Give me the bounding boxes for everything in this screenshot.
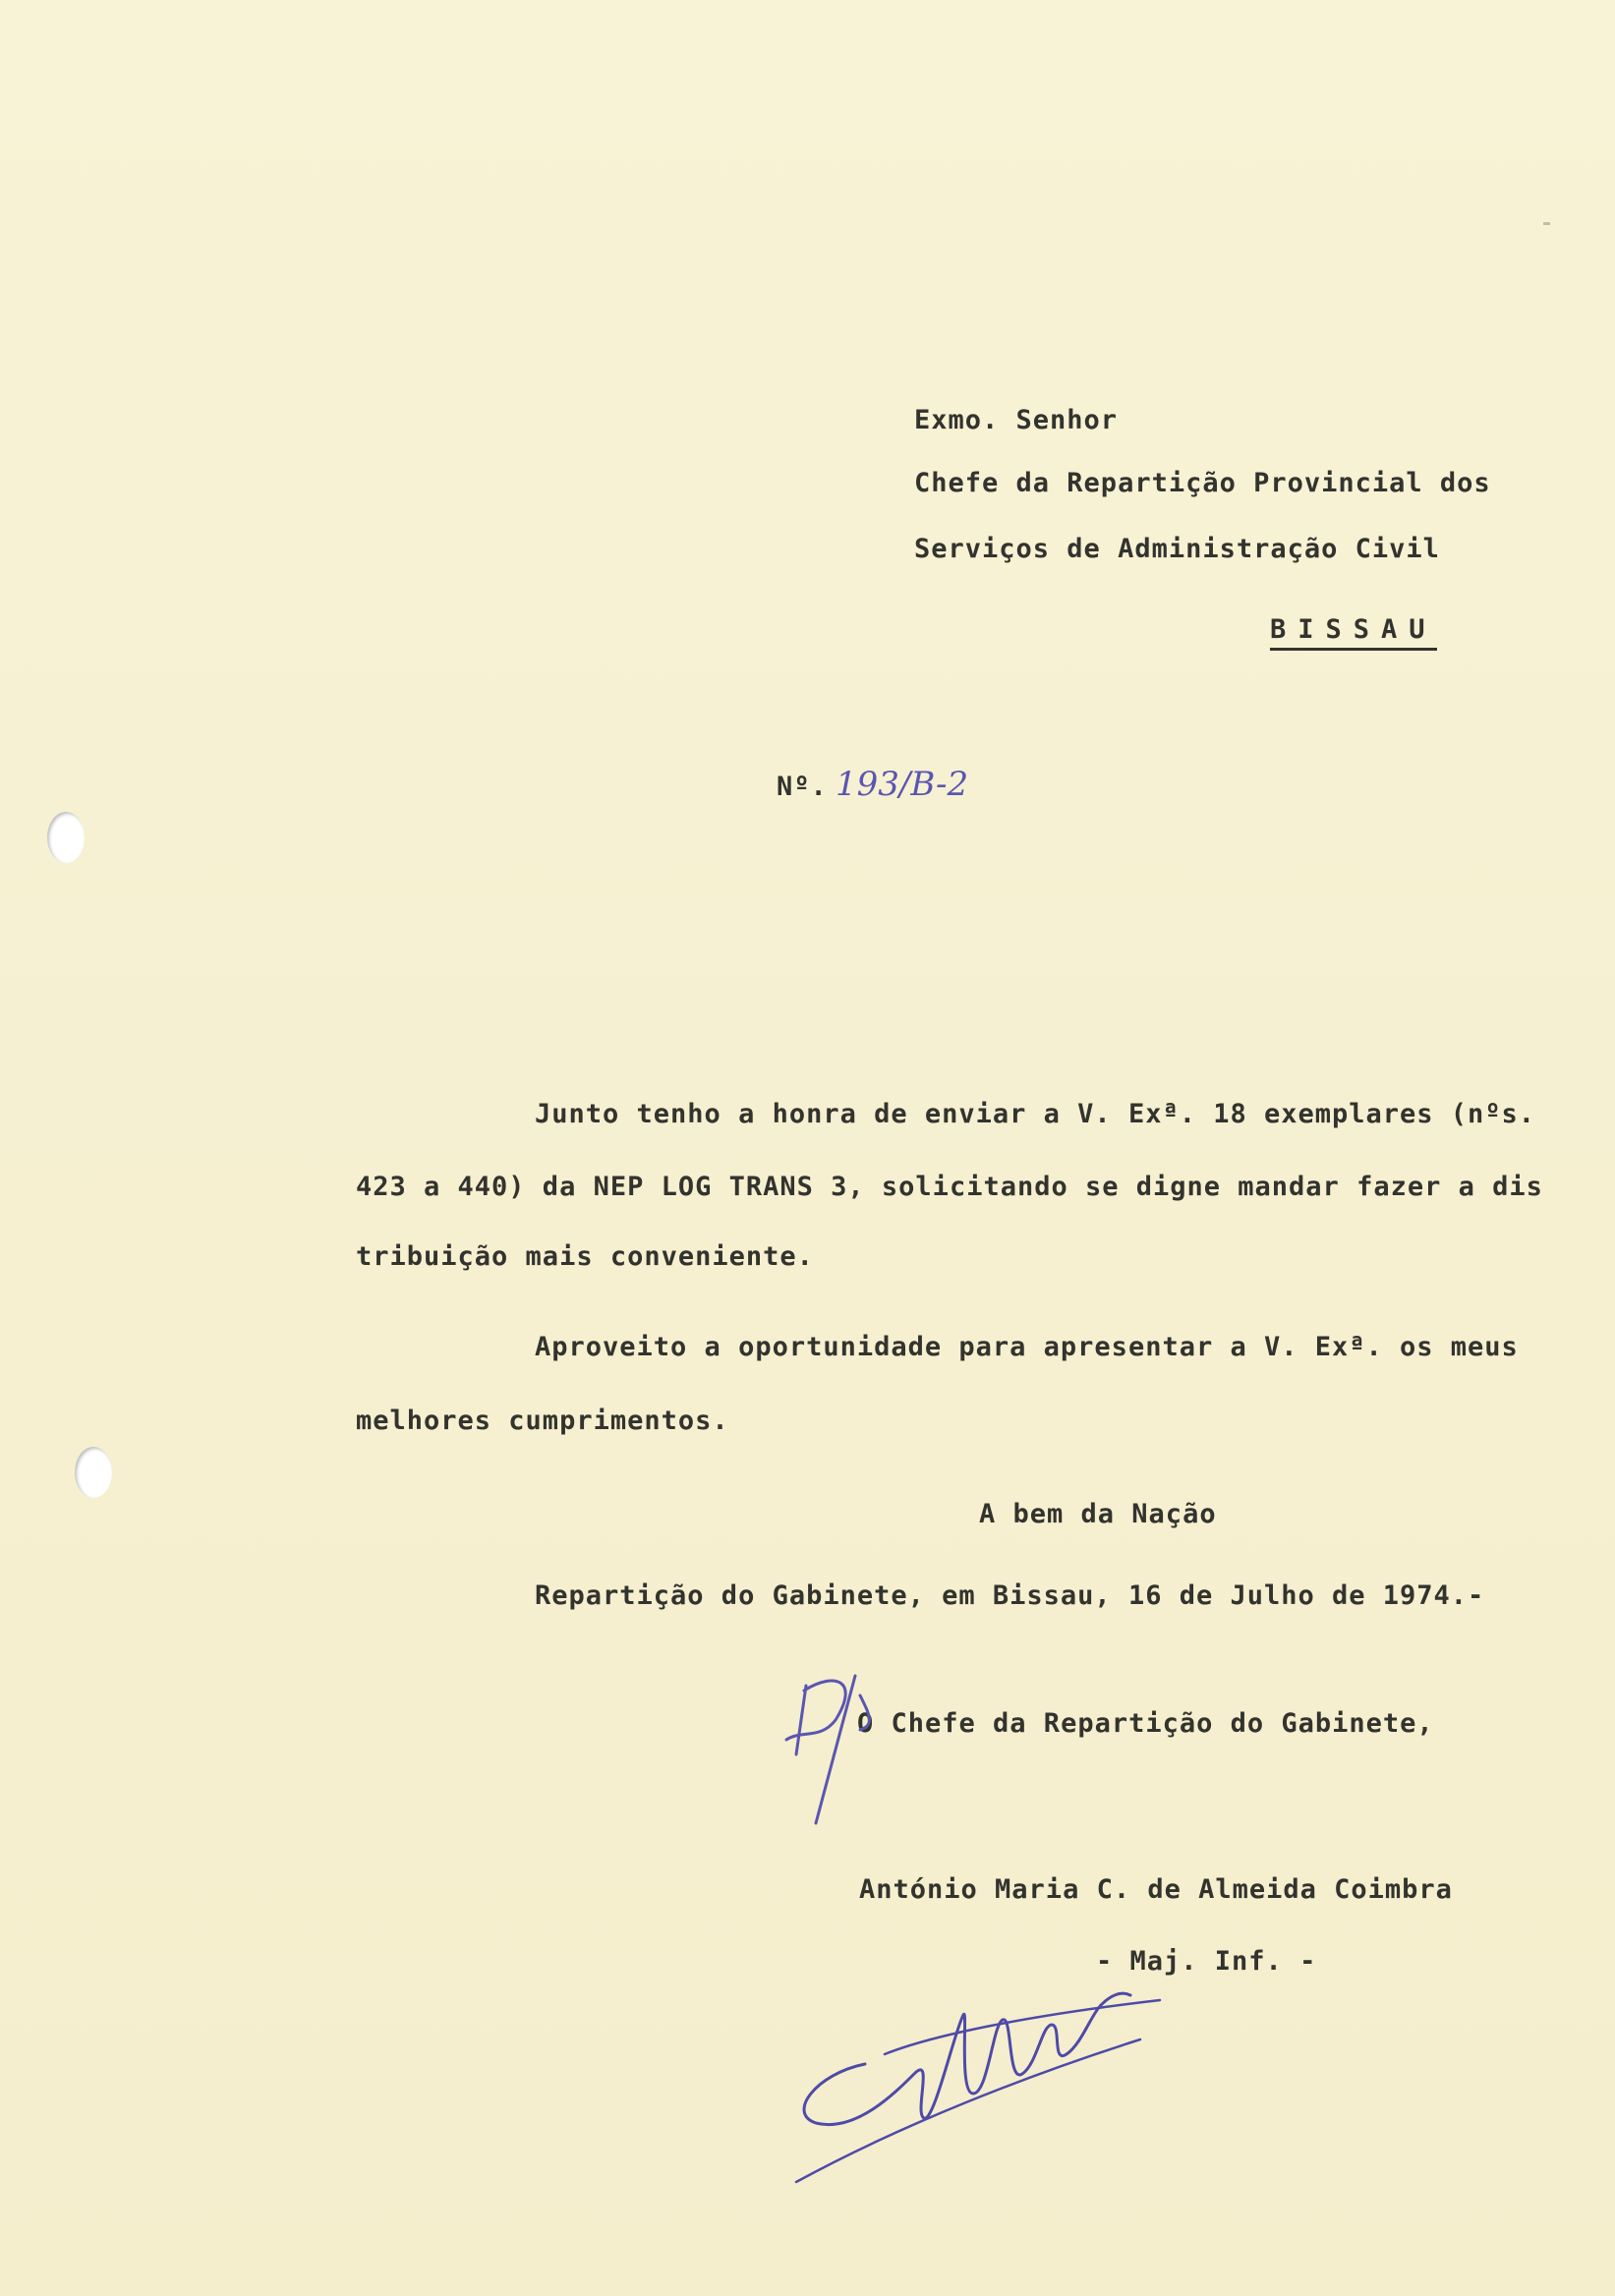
- paragraph-2-line-2: melhores cumprimentos.: [356, 1406, 729, 1436]
- initials-signature: [777, 1661, 914, 1833]
- date-line: Repartição do Gabinete, em Bissau, 16 de Julho de 1974.-: [535, 1580, 1485, 1611]
- recipient-line-1: Chefe da Repartição Provincial dos: [914, 468, 1491, 498]
- recipient-line-2: Serviços de Administração Civil: [914, 534, 1440, 564]
- paragraph-1-line-2: 423 a 440) da NEP LOG TRANS 3, solicitando se digne mandar fazer a dis: [356, 1172, 1543, 1202]
- paragraph-1-line-3: tribuição mais conveniente.: [356, 1241, 814, 1272]
- paragraph-1-line-1: Junto tenho a honra de enviar a V. Exª. 18 exemplares (nºs.: [535, 1099, 1536, 1129]
- recipient-city: BISSAU: [1270, 614, 1437, 651]
- paper-mark: [1543, 222, 1550, 225]
- signatory-title: O Chefe da Repartição do Gabinete,: [857, 1708, 1434, 1739]
- reference-handwritten-number: 193/B-2: [836, 765, 969, 804]
- closing-formula: A bem da Nação: [979, 1499, 1217, 1529]
- signatory-rank: - Maj. Inf. -: [1096, 1946, 1317, 1977]
- recipient-salutation: Exmo. Senhor: [914, 405, 1119, 435]
- handwritten-signature: [786, 1946, 1209, 2172]
- paragraph-2-line-1: Aproveito a oportunidade para apresentar a V. Exª. os meus: [535, 1332, 1519, 1362]
- signatory-name: António Maria C. de Almeida Coimbra: [859, 1874, 1453, 1905]
- reference-label: Nº.: [777, 772, 828, 802]
- punch-hole-top: [47, 812, 85, 863]
- punch-hole-bottom: [75, 1447, 112, 1498]
